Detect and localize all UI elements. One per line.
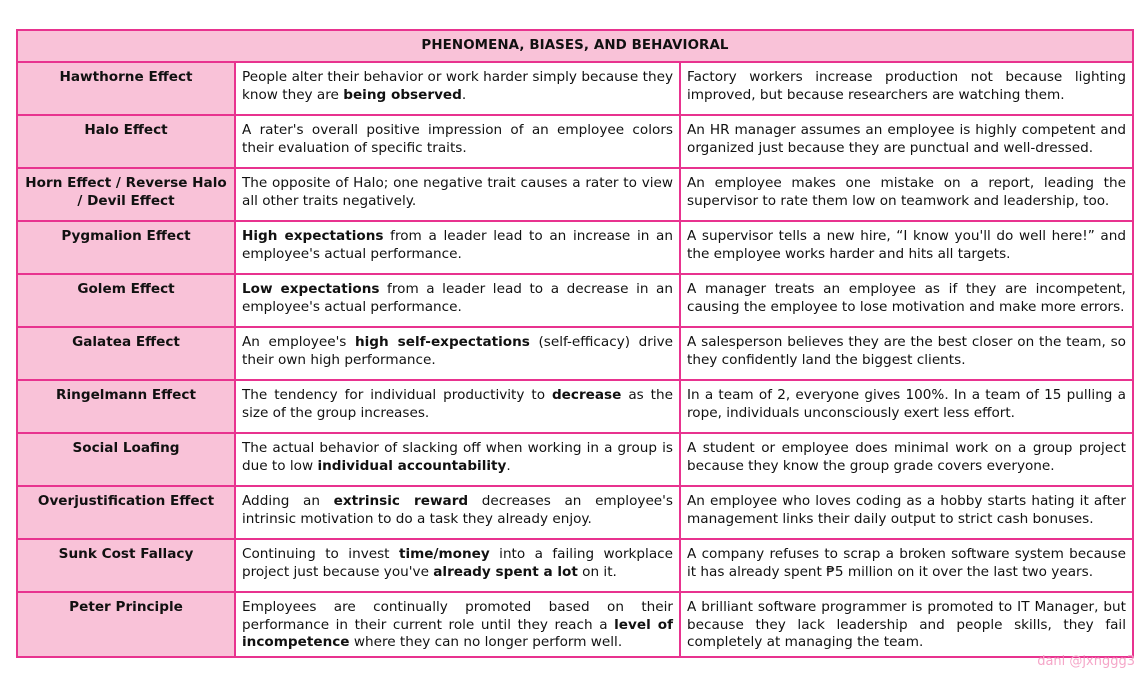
description-cell xyxy=(235,221,680,274)
table-row xyxy=(17,380,1133,433)
term-cell: Golem Effect xyxy=(17,274,235,327)
author-credit: dani @jxnggg3 xyxy=(1037,654,1135,669)
description-text: A rater's overall positive impression of an employee colors their evaluation of specific traits. xyxy=(242,122,673,156)
example-cell: In a team of 2, everyone gives 100%. In a team of 15 pulling a rope, individuals unconsciously exert less effort. xyxy=(680,380,1133,433)
term-cell: Halo Effect xyxy=(17,115,235,168)
table-row xyxy=(17,486,1133,539)
description-cell xyxy=(235,539,680,592)
table-row xyxy=(17,62,1133,115)
description-text: decreases an employee's intrinsic motivation to do a task they already enjoy. xyxy=(242,493,673,527)
example-cell: An employee makes one mistake on a report, leading the supervisor to rate them low on teamwork and leadership, too. xyxy=(680,168,1133,221)
description-text: where they can no longer perform well. xyxy=(349,634,623,650)
description-emphasis: Low expectations xyxy=(242,281,380,297)
term-cell: Peter Principle xyxy=(17,592,235,657)
description-emphasis: extrinsic reward xyxy=(333,493,469,509)
term-cell: Overjustification Effect xyxy=(17,486,235,539)
behavioral-table-container xyxy=(16,29,1132,658)
example-cell: A salesperson believes they are the best closer on the team, so they confidently land the biggest clients. xyxy=(680,327,1133,380)
example-cell: A manager treats an employee as if they are incompetent, causing the employee to lose motivation and make more errors. xyxy=(680,274,1133,327)
description-emphasis: high self-expectations xyxy=(354,334,530,350)
table-row xyxy=(17,433,1133,486)
table-row xyxy=(17,327,1133,380)
description-text: . xyxy=(461,86,467,103)
table-body xyxy=(17,62,1133,657)
description-cell xyxy=(235,274,680,327)
example-cell: An HR manager assumes an employee is highly competent and organized just because they are punctual and well-dressed. xyxy=(680,115,1133,168)
behavioral-table xyxy=(16,29,1134,658)
description-text: on it. xyxy=(577,563,617,580)
table-row xyxy=(17,168,1133,221)
description-text: Employees are continually promoted based on their performance in their current role until they reach a xyxy=(242,599,673,633)
description-cell xyxy=(235,433,680,486)
description-text: An employee's xyxy=(242,334,355,350)
example-cell: A student or employee does minimal work on a group project because they know the group grade covers everyone. xyxy=(680,433,1133,486)
description-text: The tendency for individual productivity to xyxy=(242,387,552,403)
description-cell xyxy=(235,168,680,221)
description-text: as the size of the group increases. xyxy=(242,387,673,421)
description-emphasis: time/money xyxy=(398,546,490,562)
example-cell: A company refuses to scrap a broken software system because it has already spent ₱5 million on it over the last two years. xyxy=(680,539,1133,592)
description-emphasis: High expectations xyxy=(242,228,384,244)
table-row xyxy=(17,221,1133,274)
description-text: (self-efficacy) drive their own high performance. xyxy=(242,334,674,368)
description-cell xyxy=(235,380,680,433)
description-cell xyxy=(235,115,680,168)
description-emphasis: being observed xyxy=(343,86,462,103)
description-emphasis: individual accountability xyxy=(317,457,507,474)
description-emphasis: already spent a lot xyxy=(433,563,578,580)
description-text: The actual behavior of slacking off when working in a group is due to low xyxy=(242,440,673,474)
example-cell: A supervisor tells a new hire, “I know you'll do well here!” and the employee works harder and hits all targets. xyxy=(680,221,1133,274)
example-cell: An employee who loves coding as a hobby starts hating it after management links their daily output to strict cash bonuses. xyxy=(680,486,1133,539)
table-row xyxy=(17,539,1133,592)
description-cell xyxy=(235,592,680,657)
description-cell xyxy=(235,486,680,539)
description-text: from a leader lead to an increase in an employee's actual performance. xyxy=(242,228,673,262)
table-row xyxy=(17,274,1133,327)
description-text: Continuing to invest xyxy=(242,546,399,562)
term-cell: Social Loafing xyxy=(17,433,235,486)
description-text: Adding an xyxy=(242,493,334,509)
description-text: The opposite of Halo; one negative trait causes a rater to view all other traits negatively. xyxy=(242,175,673,209)
term-cell: Galatea Effect xyxy=(17,327,235,380)
table-title: PHENOMENA, BIASES, AND BEHAVIORAL xyxy=(17,30,1133,62)
table-row xyxy=(17,592,1133,657)
description-text: into a failing workplace project just because you've xyxy=(242,546,673,580)
description-cell xyxy=(235,62,680,115)
description-emphasis: level of incompetence xyxy=(242,616,674,650)
term-cell: Horn Effect / Reverse Halo / Devil Effect xyxy=(17,168,235,221)
example-cell: A brilliant software programmer is promoted to IT Manager, but because they lack leadership and people skills, they fail completely at managing the team. xyxy=(680,592,1133,657)
description-cell xyxy=(235,327,680,380)
description-emphasis: decrease xyxy=(551,387,622,403)
table-row xyxy=(17,115,1133,168)
term-cell: Pygmalion Effect xyxy=(17,221,235,274)
term-cell: Hawthorne Effect xyxy=(17,62,235,115)
description-text: from a leader lead to a decrease in an employee's actual performance. xyxy=(242,281,673,315)
example-cell: Factory workers increase production not because lighting improved, but because researchers are watching them. xyxy=(680,62,1133,115)
description-text: . xyxy=(506,457,511,474)
term-cell: Sunk Cost Fallacy xyxy=(17,539,235,592)
description-text: People alter their behavior or work harder simply because they know they are xyxy=(242,69,673,103)
term-cell: Ringelmann Effect xyxy=(17,380,235,433)
